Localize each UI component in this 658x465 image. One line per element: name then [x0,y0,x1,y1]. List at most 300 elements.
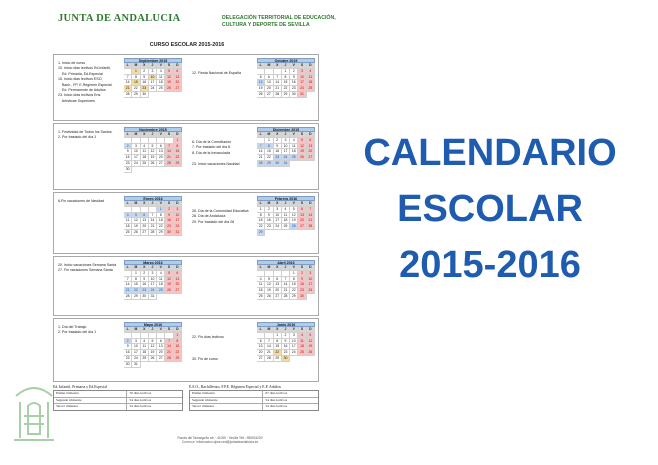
notes-left: 1. Día del Trabajo 2. Por traslado del día 1 [58,325,97,335]
day-cell: 20 [265,86,273,92]
footer-line-1: Ronda del Tamarguillo s/n · 41005 · Sevilla Telf.: 955034200 [177,436,263,440]
day-cell: 18 [141,350,149,356]
day-cell: 16 [298,282,306,288]
weekday-header: J [282,132,290,138]
day-cell: 3 [282,138,290,144]
day-cell: 12 [165,75,173,81]
doc-title: CURSO ESCOLAR 2015-2016 [149,42,225,48]
day-cell: 20 [257,350,265,356]
summary-label: Segundo trimestre [54,398,127,404]
day-cell: 4 [157,69,165,75]
day-cell: 24 [298,86,306,92]
weekday-header: J [149,63,157,69]
calendar-row [53,318,319,382]
weekday-header: L [124,201,132,207]
day-cell: 2 [265,207,273,213]
summary-value: 67 días lectivos [265,391,288,395]
day-cell: 6 [174,271,182,277]
month-name: Enero 2016 [124,196,182,201]
month-calendar [257,196,315,236]
summary-label: Segundo trimestre [190,398,263,404]
month-calendar [124,127,182,173]
day-cell: 29 [282,92,290,98]
day-cell: 9 [141,277,149,283]
day-cell: 14 [149,218,157,224]
day-cell: 30 [298,294,306,300]
day-cell: 17 [282,149,290,155]
footer-line-2: Correo-e: informacion.dpse.ced@juntadeandalucia.es [181,440,259,445]
day-cell: 8 [290,277,298,283]
day-cell: 29 [174,356,182,362]
day-cell: 26 [149,161,157,167]
weekday-header: S [298,265,306,271]
day-cell: 14 [307,213,315,219]
day-cell: 29 [157,230,165,236]
weekday-header: D [307,132,315,138]
day-cell: 20 [274,288,282,294]
day-cell: 15 [174,344,182,350]
day-cell: 11 [157,75,165,81]
day-cell: 17 [307,282,315,288]
day-cell: 22 [132,288,140,294]
weekday-header: S [165,327,173,333]
summary-value: 54 días lectivos [265,404,288,408]
day-cell: 16 [290,80,298,86]
day-cell: 10 [298,75,306,81]
notes-left: 6.Fin vacaciones de Navidad [58,199,105,203]
month-calendar [124,58,182,98]
weekday-header: J [149,132,157,138]
day-cell: 26 [149,356,157,362]
weekday-header: L [257,201,265,207]
day-cell: 21 [124,288,132,294]
day-cell: 12 [132,218,140,224]
summary-right [189,384,319,411]
weekday-header: X [274,132,282,138]
weekday-header: D [307,201,315,207]
day-cell: 6 [141,213,149,219]
day-cell: 18 [257,288,265,294]
day-cell: 22 [174,155,182,161]
weekday-header: D [174,63,182,69]
weekday-header: S [165,63,173,69]
day-cell: 25 [307,86,315,92]
day-cell: 10 [149,75,157,81]
weekday-header: X [141,327,149,333]
day-cell: 6 [157,144,165,150]
month-name: Noviembre 2015 [124,127,182,132]
day-cell: 8 [274,339,282,345]
weekday-header: X [141,201,149,207]
day-cell: 3 [174,207,182,213]
day-cell: 4 [157,271,165,277]
day-cell: 2 [274,138,282,144]
weekday-header: M [132,201,140,207]
day-cell: 20 [298,218,306,224]
day-cell: 10 [149,277,157,283]
day-cell: 12 [298,144,306,150]
day-cell: 24 [307,288,315,294]
day-cell: 19 [149,350,157,356]
summary-label: Primer trimestre [190,391,263,397]
day-cell: 21 [282,288,290,294]
month-calendar [257,260,315,300]
day-cell: 28 [274,92,282,98]
day-cell: 7 [257,144,265,150]
day-cell: 16 [141,80,149,86]
month-calendar [257,322,315,362]
day-cell: 27 [157,356,165,362]
summary-value: 70 días lectivos [129,391,152,395]
weekday-header: S [298,327,306,333]
day-cell: 7 [282,277,290,283]
weekday-header: L [124,63,132,69]
day-cell: 5 [149,339,157,345]
month-name: Febrero 2016 [257,196,315,201]
day-cell: 26 [265,294,273,300]
day-cell: 1 [265,138,273,144]
day-cell: 8 [132,75,140,81]
day-cell: 20 [157,155,165,161]
weekday-header: S [165,265,173,271]
day-cell: 17 [149,282,157,288]
day-cell: 29 [257,230,265,236]
header-junta: JUNTA DE ANDALUCIA [58,13,181,24]
weekday-header: J [149,265,157,271]
day-cell: 31 [298,92,306,98]
day-cell: 14 [274,80,282,86]
day-cell: 1 [132,69,140,75]
summary-left-header: Ed. Infantil, Primaria y Ed.Especial [53,385,108,389]
day-cell: 18 [282,218,290,224]
day-cell: 16 [274,149,282,155]
day-cell: 5 [149,144,157,150]
day-cell: 18 [141,155,149,161]
day-cell: 24 [132,356,140,362]
day-cell: 21 [265,350,273,356]
day-cell: 1 [132,271,140,277]
day-cell: 5 [290,207,298,213]
month-calendar [124,196,182,236]
weekday-header: M [132,265,140,271]
day-cell: 26 [290,224,298,230]
day-cell: 23 [290,86,298,92]
day-cell: 28 [282,294,290,300]
weekday-header: M [265,132,273,138]
day-cell: 1 [290,271,298,277]
day-cell: 21 [165,155,173,161]
day-cell: 2 [141,69,149,75]
weekday-header: L [257,63,265,69]
day-cell: 3 [149,271,157,277]
weekday-header: V [157,327,165,333]
weekday-header: L [124,132,132,138]
day-cell: 17 [132,350,140,356]
day-cell: 5 [257,75,265,81]
day-cell: 7 [149,213,157,219]
day-cell: 9 [124,344,132,350]
day-cell: 5 [165,69,173,75]
day-cell: 12 [149,149,157,155]
day-cell: 8 [174,144,182,150]
day-cell: 10 [274,213,282,219]
day-cell: 25 [257,294,265,300]
day-cell: 7 [124,75,132,81]
month-calendar [257,127,315,167]
weekday-header: M [132,132,140,138]
summary-section [53,384,319,424]
month-name: Junio 2016 [257,322,315,327]
calendar-row [53,192,319,254]
day-cell: 9 [282,339,290,345]
day-cell: 29 [174,161,182,167]
day-cell: 20 [141,224,149,230]
month-calendar [124,322,182,368]
day-cell: 29 [274,356,282,362]
day-cell: 19 [307,344,315,350]
month-name: Septiembre 2015 [124,58,182,63]
day-cell: 5 [307,333,315,339]
day-cell: 13 [274,282,282,288]
weekday-header: V [290,327,298,333]
weekday-header: L [257,327,265,333]
day-cell: 30 [274,161,282,167]
day-cell: 18 [157,80,165,86]
day-cell: 23 [282,350,290,356]
calendar-document [53,54,319,382]
day-cell: 6 [174,69,182,75]
day-cell: 15 [282,80,290,86]
weekday-header: S [298,132,306,138]
day-cell: 26 [165,86,173,92]
day-cell: 28 [165,161,173,167]
day-cell: 12 [165,277,173,283]
weekday-header: S [165,132,173,138]
day-cell: 25 [298,350,306,356]
day-cell: 23 [165,224,173,230]
weekday-header: X [274,63,282,69]
day-cell: 23 [265,224,273,230]
day-cell: 25 [124,230,132,236]
day-cell: 11 [282,213,290,219]
weekday-header: L [257,265,265,271]
day-cell: 16 [265,218,273,224]
day-cell: 4 [282,207,290,213]
day-cell: 11 [157,277,165,283]
day-cell: 16 [282,344,290,350]
day-cell: 20 [174,282,182,288]
day-cell: 14 [124,282,132,288]
day-cell: 7 [165,144,173,150]
summary-value: 54 días lectivos [129,404,152,408]
day-cell: 15 [132,282,140,288]
calendar-row [53,54,319,121]
day-cell: 9 [124,149,132,155]
day-cell: 1 [174,333,182,339]
weekday-header: S [298,63,306,69]
day-cell: 27 [307,155,315,161]
day-cell: 11 [307,75,315,81]
day-cell: 9 [265,213,273,219]
calendar-row [53,123,319,190]
day-cell: 14 [257,149,265,155]
day-cell: 23 [298,288,306,294]
weekday-header: V [290,201,298,207]
weekday-header: X [141,132,149,138]
weekday-header: M [132,63,140,69]
day-cell: 10 [282,144,290,150]
day-cell: 17 [149,80,157,86]
weekday-header: J [149,327,157,333]
day-cell: 16 [124,350,132,356]
weekday-header: L [124,327,132,333]
weekday-header: M [265,327,273,333]
day-cell: 1 [174,138,182,144]
day-cell: 20 [307,149,315,155]
day-cell: 17 [298,80,306,86]
day-cell: 12 [265,282,273,288]
day-cell: 12 [290,213,298,219]
weekday-header: X [141,265,149,271]
notes-left: 1. Festividad de Todos los Santos 2. Por traslado del día 1 [58,130,112,140]
weekday-header: D [174,132,182,138]
day-cell: 21 [165,350,173,356]
day-cell: 31 [174,230,182,236]
summary-right-table [189,390,319,411]
day-cell: 12 [307,339,315,345]
day-cell: 10 [307,277,315,283]
notes-right: 26. Día de la Comunidad Educativa 28. Día de Andalucía 29. Por traslado del día 28 [192,209,249,224]
weekday-header: D [174,265,182,271]
day-cell: 28 [165,356,173,362]
day-cell: 2 [141,271,149,277]
month-name: Abril 2016 [257,260,315,265]
day-cell: 28 [149,230,157,236]
day-cell: 6 [274,277,282,283]
day-cell: 4 [124,213,132,219]
day-cell: 21 [274,86,282,92]
day-cell: 26 [165,288,173,294]
day-cell: 19 [165,80,173,86]
day-cell: 13 [307,144,315,150]
day-cell: 11 [141,344,149,350]
day-cell: 18 [307,80,315,86]
day-cell: 9 [298,277,306,283]
day-cell: 24 [132,161,140,167]
day-cell: 19 [132,224,140,230]
day-cell: 8 [157,213,165,219]
notes-left: 1. Inicio de curso 10. Inicio dias lectivos Ed.Infantil, Ed. Primaria, Ed.Especial 15. Inicio dias lectivos ESO, Bach., FP, E.Régimen Especial Ed. Permanente de Adultos 23. Inicio días lectivos Ens. Artísticas Superiores [58,61,112,103]
day-cell: 3 [307,271,315,277]
day-cell: 22 [157,224,165,230]
day-cell: 3 [132,339,140,345]
day-cell: 21 [307,218,315,224]
day-cell: 10 [174,213,182,219]
day-cell: 5 [165,271,173,277]
day-cell: 19 [265,288,273,294]
day-cell: 6 [257,339,265,345]
day-cell: 8 [257,213,265,219]
day-cell: 6 [265,75,273,81]
day-cell: 27 [157,161,165,167]
day-cell: 7 [307,207,315,213]
day-cell: 17 [290,344,298,350]
day-cell: 5 [298,138,306,144]
day-cell: 20 [157,350,165,356]
summary-left [53,384,183,411]
day-cell: 24 [149,288,157,294]
day-cell: 22 [257,224,265,230]
day-cell: 1 [274,333,282,339]
day-cell: 24 [290,350,298,356]
day-cell: 5 [265,277,273,283]
summary-label: Tercer trimestre [190,404,263,410]
day-cell: 10 [132,149,140,155]
day-cell: 13 [265,80,273,86]
day-cell: 16 [124,155,132,161]
day-cell: 30 [141,294,149,300]
day-cell: 6 [307,138,315,144]
day-cell: 30 [141,92,149,98]
weekday-header: L [257,132,265,138]
day-cell: 23 [141,288,149,294]
day-cell: 3 [298,69,306,75]
summary-value: 54 días lectivos [265,397,288,402]
notes-right: 12. Fiesta Nacional de España [192,71,241,75]
day-cell: 28 [257,161,265,167]
day-cell: 15 [257,218,265,224]
day-cell: 18 [298,344,306,350]
summary-right-header: E.S.O., Bachillerato, F.P.E. Régimen Especial y E.P. Adultos [189,385,281,389]
day-cell: 1 [157,207,165,213]
day-cell: 31 [282,161,290,167]
weekday-header: S [165,201,173,207]
notes-right: 22. Fin días lectivos 30. Fin de curso [192,335,224,361]
weekday-header: V [157,132,165,138]
day-cell: 13 [157,149,165,155]
weekday-header: D [307,265,315,271]
footer-address [150,436,290,445]
day-cell: 19 [149,155,157,161]
day-cell: 9 [141,75,149,81]
day-cell: 8 [265,144,273,150]
weekday-header: M [132,327,140,333]
day-cell: 8 [132,277,140,283]
table-row [190,404,318,410]
day-cell: 4 [290,138,298,144]
day-cell: 23 [274,155,282,161]
day-cell: 2 [298,271,306,277]
day-cell: 18 [290,149,298,155]
day-cell: 2 [165,207,173,213]
day-cell: 27 [141,230,149,236]
day-cell: 3 [290,333,298,339]
day-cell: 22 [265,155,273,161]
day-cell: 27 [265,92,273,98]
day-cell: 22 [282,86,290,92]
weekday-header: D [307,327,315,333]
day-cell: 6 [157,339,165,345]
weekday-header: D [174,201,182,207]
day-cell: 4 [298,333,306,339]
day-cell: 15 [265,149,273,155]
day-cell: 14 [282,282,290,288]
delegacion-line-2: CULTURA Y DEPORTE DE SEVILLA [222,22,310,28]
weekday-header: V [157,201,165,207]
day-cell: 1 [282,69,290,75]
day-cell: 3 [149,69,157,75]
day-cell: 27 [174,86,182,92]
